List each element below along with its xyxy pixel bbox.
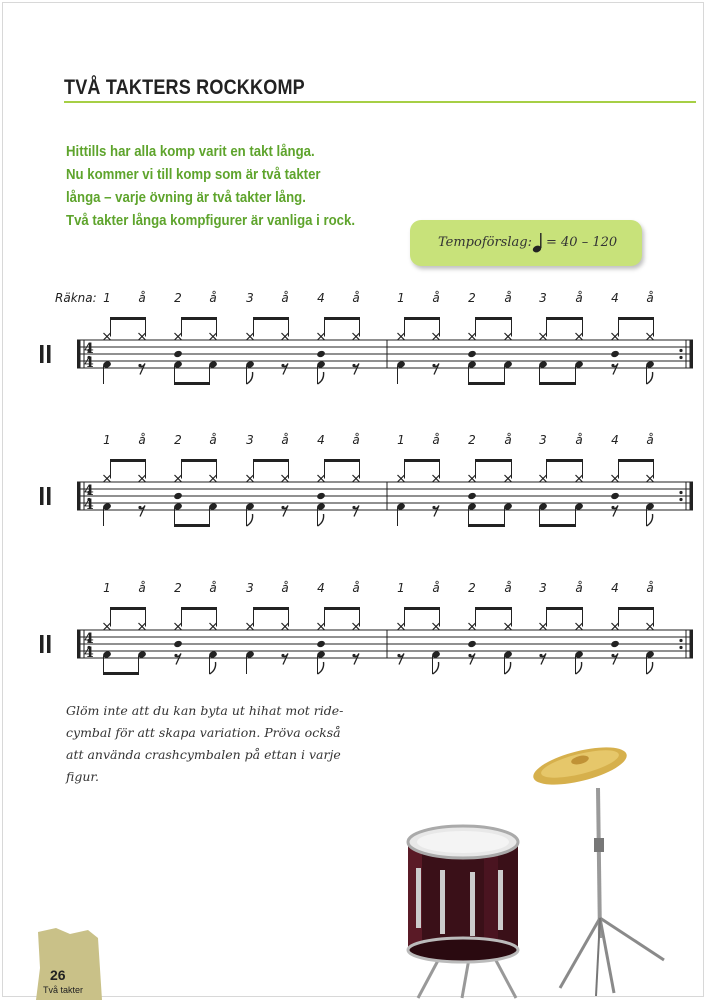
beam [404,459,440,462]
snare-note [467,492,477,500]
eighth-rest-dot [468,654,471,657]
count-8: å [352,433,360,447]
tempo-value: = 40 – 120 [546,235,618,250]
count-3: 2 [174,291,182,305]
beam [546,317,583,320]
snare-note [467,640,477,648]
count-11: 2 [468,581,476,595]
drum-staff-2 [0,452,708,542]
repeat-dot [679,356,682,359]
count-16: å [646,291,654,305]
count-10: å [432,433,440,447]
count-16: å [646,581,654,595]
intro-text [66,140,355,232]
count-7: 4 [317,581,325,595]
beam [475,607,512,610]
beam [103,672,139,675]
count-row-1 [0,291,708,307]
drum-kit-illustration [400,738,708,1000]
count-6: å [281,291,289,305]
repeat-end-thick [690,482,694,510]
eighth-rest-dot [611,506,614,509]
tip-text [66,700,343,788]
note-flag [505,662,511,674]
beam [404,607,440,610]
count-4: å [209,433,217,447]
count-16: å [646,433,654,447]
count-15: 4 [611,291,619,305]
beam [618,607,654,610]
count-2: å [138,433,146,447]
beam [174,524,210,527]
count-14: å [575,581,583,595]
intro-line: Två takter långa kompfigurer är vanliga i rock. [66,212,356,229]
count-5: 3 [246,291,254,305]
snare-note [610,350,620,358]
note-flag [647,372,653,384]
beam [404,317,440,320]
count-8: å [352,581,360,595]
count-row-3 [0,581,708,597]
drum-staff-3 [0,600,708,690]
count-14: å [575,291,583,305]
snare-note [173,492,183,500]
beam [181,607,217,610]
tip-line: figur. [66,769,99,784]
beam [174,382,210,385]
note-flag [210,662,216,674]
count-7: 4 [317,291,325,305]
repeat-start-thick [77,482,81,510]
beam [324,317,360,320]
note-flag [647,662,653,674]
beam [253,317,289,320]
drum-staff-1 [0,310,708,400]
note-flag [433,662,439,674]
beam [468,382,505,385]
count-1: 1 [103,581,111,595]
count-12: å [504,433,512,447]
beam [475,317,512,320]
eighth-rest-dot [611,654,614,657]
beam [618,459,654,462]
count-6: å [281,433,289,447]
count-5: 3 [246,433,254,447]
intro-line: långa – varje övning är två takter lång. [66,189,306,206]
eighth-rest-dot [432,364,435,367]
note-flag [318,514,324,526]
count-10: å [432,581,440,595]
count-11: 2 [468,433,476,447]
percussion-clef [47,487,51,505]
page-number: 26 [50,967,66,983]
time-signature-bottom: 4 [84,355,94,371]
count-15: 4 [611,581,619,595]
count-1: 1 [103,433,111,447]
count-2: å [138,291,146,305]
count-row-2 [0,433,708,449]
tip-line: att använda crashcymbalen på ettan i varje [66,747,341,762]
repeat-dot [679,491,682,494]
repeat-dot [679,639,682,642]
repeat-dot [679,498,682,501]
count-6: å [281,581,289,595]
page-title: TVÅ TAKTERS ROCKKOMP [64,76,305,99]
snare-note [610,492,620,500]
beam [546,607,583,610]
count-12: å [504,291,512,305]
percussion-clef [40,487,44,505]
snare-note [316,350,326,358]
snare-note [173,350,183,358]
eighth-rest-dot [138,506,141,509]
tempo-box [410,220,642,266]
eighth-rest-dot [138,364,141,367]
snare-note [467,350,477,358]
count-3: 2 [174,581,182,595]
beam [253,607,289,610]
count-10: å [432,291,440,305]
title-rule [64,101,696,103]
beam [618,317,654,320]
time-signature-top: 4 [84,631,94,647]
repeat-start-thick [77,340,81,368]
tip-line: cymbal för att skapa variation. Pröva också [66,725,341,740]
beam [110,607,146,610]
count-9: 1 [397,433,405,447]
beam [110,459,146,462]
snare-note [610,640,620,648]
eighth-rest-dot [432,506,435,509]
count-7: 4 [317,433,325,447]
count-8: å [352,291,360,305]
beam [475,459,512,462]
count-11: 2 [468,291,476,305]
beam [110,317,146,320]
beam [253,459,289,462]
eighth-rest-dot [611,364,614,367]
count-3: 2 [174,433,182,447]
eighth-rest-dot [352,364,355,367]
eighth-rest-dot [281,654,284,657]
repeat-end-thick [690,630,694,658]
repeat-start-thick [77,630,81,658]
percussion-clef [47,345,51,363]
percussion-clef [47,635,51,653]
percussion-clef [40,345,44,363]
time-signature-top: 4 [84,483,94,499]
beam [181,459,217,462]
eighth-rest-dot [174,654,177,657]
count-13: 3 [539,581,547,595]
time-signature-top: 4 [84,341,94,357]
beam [539,382,576,385]
eighth-rest-dot [397,654,400,657]
eighth-rest-dot [352,506,355,509]
count-13: 3 [539,291,547,305]
count-2: å [138,581,146,595]
beam [324,459,360,462]
note-flag [318,372,324,384]
count-5: 3 [246,581,254,595]
beam [181,317,217,320]
note-flag [576,662,582,674]
tempo-label: Tempoförslag: [438,235,532,250]
beam [468,524,505,527]
tip-line: Glöm inte att du kan byta ut hihat mot ride- [66,703,344,718]
eighth-rest-dot [281,364,284,367]
snare-note [316,640,326,648]
time-signature-bottom: 4 [84,645,94,661]
repeat-dot [679,349,682,352]
count-13: 3 [539,433,547,447]
beam [539,524,576,527]
note-flag [247,514,253,526]
quarter-note-icon [532,232,546,254]
count-4: å [209,581,217,595]
note-flag [318,662,324,674]
count-9: 1 [397,291,405,305]
intro-line: Nu kommer vi till komp som är två takter [66,166,321,183]
snare-note [316,492,326,500]
count-15: 4 [611,433,619,447]
beam [546,459,583,462]
page-section: Två takter [43,985,84,995]
percussion-clef [40,635,44,653]
snare-note [173,640,183,648]
repeat-dot [679,646,682,649]
eighth-rest-dot [352,654,355,657]
note-flag [247,372,253,384]
note-flag [647,514,653,526]
count-12: å [504,581,512,595]
count-4: å [209,291,217,305]
count-1: 1 [103,291,111,305]
eighth-rest-dot [281,506,284,509]
count-14: å [575,433,583,447]
eighth-rest-dot [539,654,542,657]
count-label: Räkna: [55,291,97,305]
repeat-end-thick [690,340,694,368]
beam [324,607,360,610]
intro-line: Hittills har alla komp varit en takt långa. [66,143,315,160]
time-signature-bottom: 4 [84,497,94,513]
count-9: 1 [397,581,405,595]
